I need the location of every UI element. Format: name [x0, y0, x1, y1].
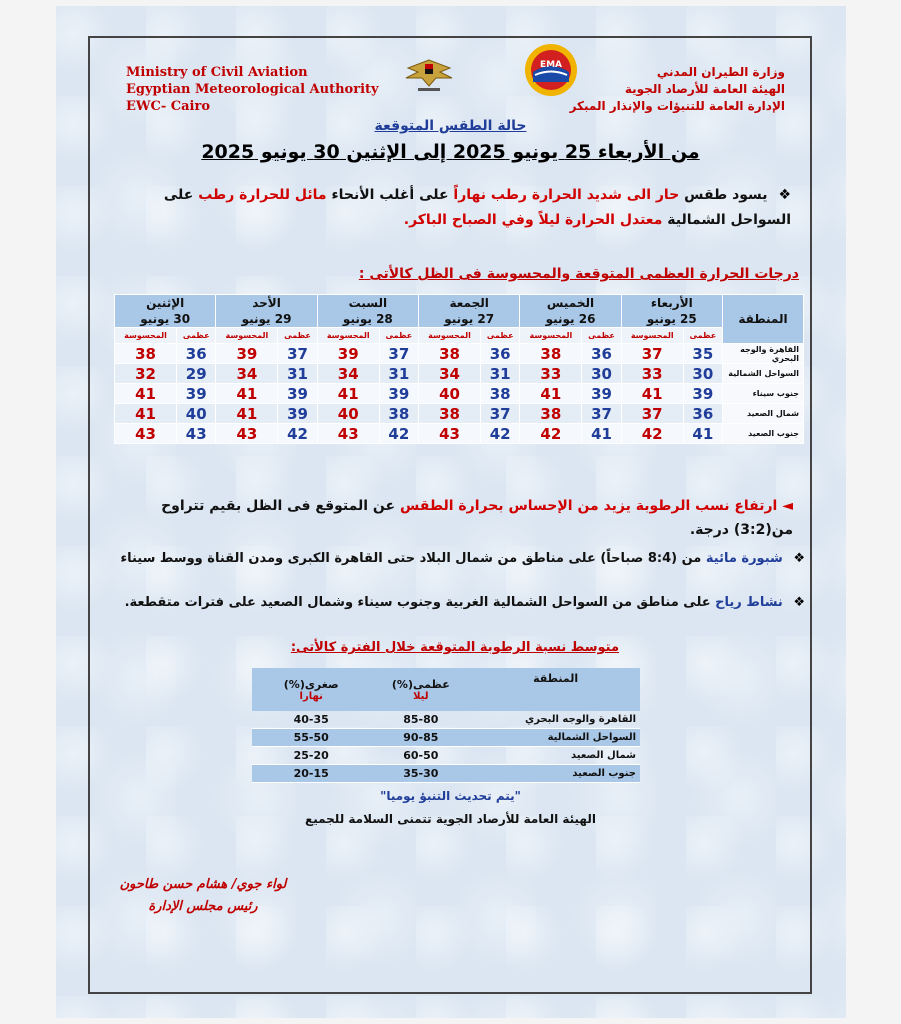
humidity-region-name: جنوب الصعيد: [471, 765, 640, 783]
max-temp-value: 31: [278, 364, 317, 384]
day-date: 28 يونيو: [342, 312, 393, 326]
day-header: [216, 295, 317, 328]
humidity-min-value: 25-20: [252, 747, 370, 765]
felt-temp-value: 34: [216, 364, 278, 384]
felt-temp-value: 42: [520, 424, 582, 444]
humidity-max-value: 60-50: [370, 747, 471, 765]
max-temp-value: 42: [278, 424, 317, 444]
max-label: عظمى: [683, 328, 722, 344]
felt-temp-value: 38: [419, 344, 481, 364]
humidity-max-header: [370, 668, 471, 711]
humidity-min-header: [252, 668, 370, 711]
felt-temp-value: 37: [621, 344, 683, 364]
humidity-section-title: متوسط نسبة الرطوبة المتوقعة خلال الفترة كالأتى:: [290, 640, 619, 655]
felt-temp-value: 41: [621, 384, 683, 404]
temps-section-title: درجات الحرارة العظمى المتوقعة والمحسوسة فى الظل كالأتى :: [358, 266, 799, 282]
max-temp-value: 36: [177, 344, 216, 364]
humidity-region-name: القاهرة والوجه البحري: [471, 711, 640, 729]
max-temp-value: 29: [177, 364, 216, 384]
humidity-max-label: عظمى(%): [391, 677, 450, 691]
felt-label: المحسوسة: [115, 328, 177, 344]
eagle-emblem-logo: [404, 52, 454, 98]
region-name: القاهرة والوجه البحري: [723, 344, 804, 364]
bullet-icon: ❖: [793, 551, 805, 566]
humidity-max-value: 90-85: [370, 729, 471, 747]
humidity-region-header: المنطقة: [471, 668, 640, 711]
felt-label: المحسوسة: [317, 328, 379, 344]
header-arabic: [570, 64, 785, 115]
day-date: 26 يونيو: [545, 312, 596, 326]
day-header: [520, 295, 621, 328]
table-row: [115, 384, 804, 404]
region-name: شمال الصعيد: [723, 404, 804, 424]
felt-temp-value: 39: [317, 344, 379, 364]
table-row: [115, 424, 804, 444]
note1-part-c: من(3:2) درجة.: [689, 522, 793, 538]
max-temp-value: 31: [379, 364, 418, 384]
day-date: 27 يونيو: [444, 312, 495, 326]
felt-label: المحسوسة: [520, 328, 582, 344]
note2-part-b: من (8:4 صباحاً) على مناطق من شمال البلاد حتى القاهرة الكبرى ومدن القناة ووسط سيناء: [120, 551, 702, 566]
felt-temp-value: 38: [419, 404, 481, 424]
header-english: [126, 64, 379, 115]
felt-temp-value: 33: [520, 364, 582, 384]
ministry-name-en: Ministry of Civil Aviation: [126, 65, 308, 80]
max-temp-value: 37: [582, 404, 621, 424]
max-temp-value: 31: [481, 364, 520, 384]
ministry-name-ar: وزارة الطيران المدني: [656, 65, 785, 79]
humidity-table: [252, 668, 640, 783]
felt-temp-value: 43: [419, 424, 481, 444]
max-temp-value: 36: [481, 344, 520, 364]
humidity-min-sub: نهارا: [299, 690, 323, 702]
table-row: [115, 404, 804, 424]
temps-subheader-row: [115, 328, 804, 344]
day-header: [419, 295, 520, 328]
safety-wish: الهيئة العامة للأرصاد الجوية تتمنى السلامة للجميع: [305, 812, 596, 826]
table-row: [252, 747, 640, 765]
signature-block: [118, 874, 288, 918]
day-header: [621, 295, 722, 328]
max-temp-value: 43: [177, 424, 216, 444]
felt-temp-value: 40: [419, 384, 481, 404]
day-name: الخميس: [546, 296, 595, 310]
note2-part-a: شبورة مائية: [705, 551, 783, 566]
max-label: عظمى: [278, 328, 317, 344]
felt-label: المحسوسة: [419, 328, 481, 344]
summary-part-6: معتدل الحرارة ليلاً وفي الصباح الباكر.: [403, 212, 663, 228]
humidity-min-value: 55-50: [252, 729, 370, 747]
summary-part-1: يسود طقس: [684, 187, 768, 203]
humidity-max-value: 35-30: [370, 765, 471, 783]
bullet-icon: ❖: [793, 595, 805, 610]
felt-temp-value: 40: [317, 404, 379, 424]
note1-part-a: ارتفاع نسب الرطوبة يزيد من الإحساس بحرارة الطقس: [399, 498, 778, 514]
felt-temp-value: 41: [317, 384, 379, 404]
max-temp-value: 37: [379, 344, 418, 364]
max-temp-value: 36: [683, 404, 722, 424]
summary-part-3: على أغلب الأنحاء: [331, 187, 449, 203]
day-name: الإثنين: [146, 296, 185, 310]
note-wind: [105, 593, 805, 613]
max-temp-value: 30: [582, 364, 621, 384]
humidity-min-label: صغرى(%): [283, 677, 339, 691]
table-row: [115, 344, 804, 364]
day-name: الأحد: [252, 296, 281, 310]
signatory-name: لواء جوي/ هشام حسن طاحون: [119, 877, 287, 892]
note3-part-a: نشاط رياح: [715, 595, 783, 610]
day-date: 29 يونيو: [241, 312, 292, 326]
max-temp-value: 39: [379, 384, 418, 404]
day-name: الأربعاء: [650, 296, 693, 310]
felt-temp-value: 41: [520, 384, 582, 404]
summary-part-4: مائل للحرارة رطب: [198, 187, 327, 203]
felt-temp-value: 42: [621, 424, 683, 444]
temperature-table: [114, 294, 804, 444]
felt-label: المحسوسة: [621, 328, 683, 344]
table-row: [252, 729, 640, 747]
summary-part-5: على السواحل الشمالية: [163, 187, 791, 228]
max-temp-value: 41: [582, 424, 621, 444]
max-temp-value: 39: [683, 384, 722, 404]
humidity-max-sub: ليلا: [413, 690, 429, 702]
felt-temp-value: 41: [115, 384, 177, 404]
max-temp-value: 39: [582, 384, 621, 404]
max-temp-value: 30: [683, 364, 722, 384]
bullet-icon: ❖: [778, 187, 791, 203]
felt-temp-value: 34: [317, 364, 379, 384]
felt-temp-value: 43: [317, 424, 379, 444]
felt-temp-value: 34: [419, 364, 481, 384]
note3-part-b: على مناطق من السواحل الشمالية الغربية وجنوب سيناء وشمال الصعيد على فترات متقطعة.: [124, 595, 711, 610]
table-row: [252, 765, 640, 783]
max-temp-value: 37: [278, 344, 317, 364]
max-temp-value: 41: [683, 424, 722, 444]
signatory-title: رئيس مجلس الإدارة: [148, 899, 258, 914]
summary-part-2: حار الى شديد الحرارة رطب نهاراً: [453, 187, 680, 203]
day-date: 30 يونيو: [140, 312, 191, 326]
table-row: [115, 364, 804, 384]
day-name: الجمعة: [449, 296, 489, 310]
weather-summary: [101, 183, 791, 233]
humidity-header-row: [252, 668, 640, 711]
arrow-left-icon: ◄: [782, 498, 793, 514]
forecast-period: من الأربعاء 25 يونيو 2025 إلى الإثنين 30 يونيو 2025: [201, 141, 700, 163]
department-name-ar: الإدارة العامة للتنبؤات والإنذار المبكر: [569, 99, 785, 113]
authority-name-en: Egyptian Meteorological Authority: [126, 82, 379, 97]
felt-temp-value: 38: [115, 344, 177, 364]
max-temp-value: 35: [683, 344, 722, 364]
humidity-min-value: 20-15: [252, 765, 370, 783]
day-header: [115, 295, 216, 328]
humidity-max-value: 85-80: [370, 711, 471, 729]
region-header: المنطقة: [723, 295, 804, 344]
felt-temp-value: 43: [115, 424, 177, 444]
felt-temp-value: 32: [115, 364, 177, 384]
felt-label: المحسوسة: [216, 328, 278, 344]
region-name: جنوب سيناء: [723, 384, 804, 404]
max-label: عظمى: [582, 328, 621, 344]
day-name: السبت: [348, 296, 388, 310]
ema-logo-text: EMA: [539, 60, 563, 70]
temps-header-row: [115, 295, 804, 328]
note1-part-b: عن المتوقع فى الظل بقيم تتراوح: [161, 498, 396, 514]
max-temp-value: 36: [582, 344, 621, 364]
felt-temp-value: 38: [520, 404, 582, 424]
max-temp-value: 40: [177, 404, 216, 424]
region-name: جنوب الصعيد: [723, 424, 804, 444]
daily-update-note: "يتم تحديث التنبؤ يوميا": [380, 789, 521, 803]
authority-name-ar: الهيئة العامة للأرصاد الجوية: [624, 82, 785, 96]
felt-temp-value: 33: [621, 364, 683, 384]
felt-temp-value: 41: [216, 404, 278, 424]
center-name-en: EWC- Cairo: [126, 99, 211, 114]
max-temp-value: 37: [481, 404, 520, 424]
region-name: السواحل الشمالية: [723, 364, 804, 384]
day-date: 25 يونيو: [646, 312, 697, 326]
max-label: عظمى: [379, 328, 418, 344]
note-humidity: [103, 494, 793, 542]
felt-temp-value: 39: [216, 344, 278, 364]
max-temp-value: 39: [278, 404, 317, 424]
max-temp-value: 38: [379, 404, 418, 424]
note-fog: [105, 549, 805, 569]
max-temp-value: 42: [481, 424, 520, 444]
humidity-region-name: شمال الصعيد: [471, 747, 640, 765]
humidity-min-value: 40-35: [252, 711, 370, 729]
felt-temp-value: 43: [216, 424, 278, 444]
felt-temp-value: 41: [115, 404, 177, 424]
felt-temp-value: 38: [520, 344, 582, 364]
max-label: عظمى: [481, 328, 520, 344]
day-header: [317, 295, 418, 328]
table-row: [252, 711, 640, 729]
max-temp-value: 39: [278, 384, 317, 404]
felt-temp-value: 37: [621, 404, 683, 424]
felt-temp-value: 41: [216, 384, 278, 404]
bulletin-title: حالة الطقس المتوقعة: [374, 118, 527, 134]
max-temp-value: 39: [177, 384, 216, 404]
max-temp-value: 42: [379, 424, 418, 444]
max-temp-value: 38: [481, 384, 520, 404]
max-label: عظمى: [177, 328, 216, 344]
humidity-region-name: السواحل الشمالية: [471, 729, 640, 747]
